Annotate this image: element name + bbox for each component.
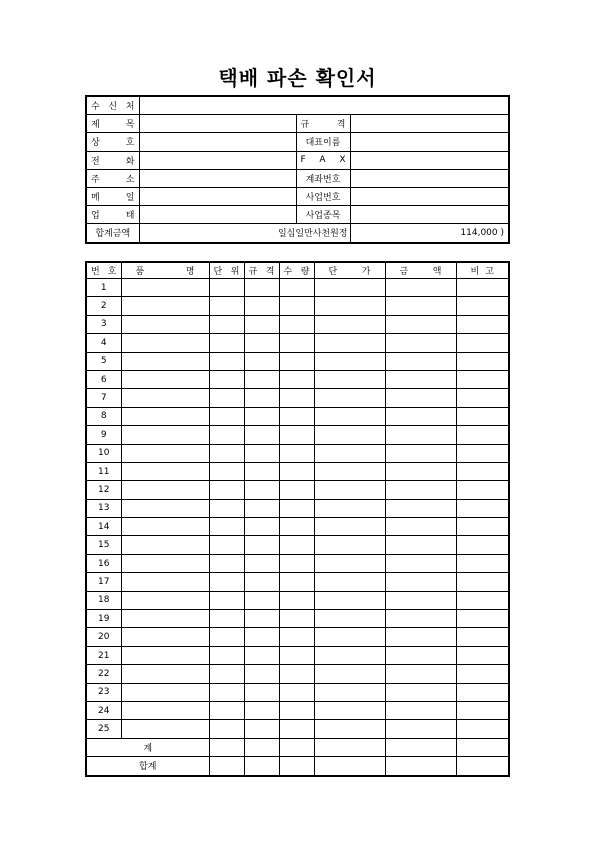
unit-cell[interactable]	[209, 720, 244, 738]
row-number: 14	[86, 518, 121, 536]
note-cell[interactable]	[456, 334, 509, 352]
grand-total-amount-cell[interactable]	[385, 757, 456, 776]
amount-cell[interactable]	[385, 279, 456, 297]
unit-cell[interactable]	[209, 481, 244, 499]
note-cell[interactable]	[456, 315, 509, 333]
qty-cell[interactable]	[279, 279, 314, 297]
unit-cell[interactable]	[209, 407, 244, 425]
note-cell[interactable]	[456, 720, 509, 738]
qty-cell[interactable]	[279, 683, 314, 701]
amount-cell[interactable]	[385, 334, 456, 352]
note-cell[interactable]	[456, 352, 509, 370]
table-row	[86, 646, 509, 664]
row-number: 21	[86, 646, 121, 664]
total-amount-label: 합계금액	[86, 224, 139, 243]
amount-cell[interactable]	[385, 610, 456, 628]
unit-cell[interactable]	[209, 315, 244, 333]
company-label: 상 호	[86, 133, 139, 151]
qty-cell[interactable]	[279, 315, 314, 333]
name-cell[interactable]	[121, 573, 209, 591]
spec-cell[interactable]	[244, 389, 279, 407]
item-rows	[86, 279, 509, 739]
company-field[interactable]	[139, 133, 296, 151]
name-cell[interactable]	[121, 315, 209, 333]
grand-total-qty-cell[interactable]	[279, 757, 314, 776]
page-title: 택배 파손 확인서	[218, 66, 377, 90]
spec-cell[interactable]	[244, 665, 279, 683]
note-cell[interactable]	[456, 665, 509, 683]
unit-cell[interactable]	[209, 628, 244, 646]
recipient-field[interactable]	[139, 96, 509, 115]
spec-cell[interactable]	[244, 518, 279, 536]
table-row	[86, 481, 509, 499]
table-row	[86, 610, 509, 628]
name-cell[interactable]	[121, 407, 209, 425]
col-header-qty: 수 량	[279, 262, 314, 279]
email-label: 메 일	[86, 187, 139, 205]
unit-cell[interactable]	[209, 352, 244, 370]
note-cell[interactable]	[456, 701, 509, 719]
price-cell[interactable]	[314, 665, 385, 683]
name-cell[interactable]	[121, 389, 209, 407]
qty-cell[interactable]	[279, 628, 314, 646]
amount-cell[interactable]	[385, 518, 456, 536]
note-cell[interactable]	[456, 462, 509, 480]
amount-cell[interactable]	[385, 444, 456, 462]
business-no-label: 사업번호	[296, 187, 350, 205]
business-item-label: 사업종목	[296, 206, 350, 224]
note-cell[interactable]	[456, 518, 509, 536]
spec-cell[interactable]	[244, 610, 279, 628]
note-cell[interactable]	[456, 481, 509, 499]
unit-cell[interactable]	[209, 646, 244, 664]
qty-cell[interactable]	[279, 499, 314, 517]
price-cell[interactable]	[314, 481, 385, 499]
table-row	[86, 554, 509, 572]
total-row	[86, 224, 509, 243]
unit-cell[interactable]	[209, 370, 244, 388]
note-cell[interactable]	[456, 407, 509, 425]
table-row	[86, 518, 509, 536]
name-cell[interactable]	[121, 352, 209, 370]
table-row	[86, 389, 509, 407]
row-number: 25	[86, 720, 121, 738]
representative-label: 대표이름	[296, 133, 350, 151]
price-cell[interactable]	[314, 407, 385, 425]
qty-cell[interactable]	[279, 334, 314, 352]
qty-cell[interactable]	[279, 554, 314, 572]
qty-cell[interactable]	[279, 407, 314, 425]
note-cell[interactable]	[456, 683, 509, 701]
table-row	[86, 573, 509, 591]
spec-cell[interactable]	[244, 628, 279, 646]
table-row	[86, 536, 509, 554]
price-cell[interactable]	[314, 554, 385, 572]
amount-cell[interactable]	[385, 462, 456, 480]
amount-cell[interactable]	[385, 499, 456, 517]
row-number: 24	[86, 701, 121, 719]
spec-cell[interactable]	[244, 279, 279, 297]
qty-cell[interactable]	[279, 352, 314, 370]
amount-cell[interactable]	[385, 407, 456, 425]
note-cell[interactable]	[456, 628, 509, 646]
price-cell[interactable]	[314, 683, 385, 701]
qty-cell[interactable]	[279, 389, 314, 407]
phone-row	[86, 151, 509, 169]
row-number: 12	[86, 481, 121, 499]
amount-cell[interactable]	[385, 389, 456, 407]
price-cell[interactable]	[314, 279, 385, 297]
row-number: 22	[86, 665, 121, 683]
fax-label: F A X	[296, 151, 350, 169]
col-header-name: 품 명	[121, 262, 209, 279]
row-number: 10	[86, 444, 121, 462]
table-row	[86, 370, 509, 388]
price-cell[interactable]	[314, 334, 385, 352]
grand-total-price-cell[interactable]	[314, 757, 385, 776]
spec-cell[interactable]	[244, 536, 279, 554]
note-cell[interactable]	[456, 610, 509, 628]
qty-cell[interactable]	[279, 536, 314, 554]
table-row	[86, 665, 509, 683]
unit-cell[interactable]	[209, 554, 244, 572]
amount-cell[interactable]	[385, 720, 456, 738]
spec-cell[interactable]	[244, 481, 279, 499]
grand-total-label: 합계	[86, 757, 209, 776]
row-number: 19	[86, 610, 121, 628]
spec-cell[interactable]	[244, 462, 279, 480]
note-cell[interactable]	[456, 389, 509, 407]
spec-cell[interactable]	[244, 573, 279, 591]
amount-cell[interactable]	[385, 665, 456, 683]
note-cell[interactable]	[456, 646, 509, 664]
spec-cell[interactable]	[244, 554, 279, 572]
items-table	[85, 261, 510, 777]
name-cell[interactable]	[121, 646, 209, 664]
spec-cell[interactable]	[244, 315, 279, 333]
spec-field[interactable]	[350, 115, 509, 133]
unit-cell[interactable]	[209, 426, 244, 444]
qty-cell[interactable]	[279, 297, 314, 315]
subject-field[interactable]	[139, 115, 296, 133]
price-cell[interactable]	[314, 701, 385, 719]
row-number: 17	[86, 573, 121, 591]
price-cell[interactable]	[314, 315, 385, 333]
qty-cell[interactable]	[279, 665, 314, 683]
phone-field[interactable]	[139, 151, 296, 169]
spec-cell[interactable]	[244, 444, 279, 462]
note-cell[interactable]	[456, 573, 509, 591]
amount-cell[interactable]	[385, 315, 456, 333]
name-cell[interactable]	[121, 334, 209, 352]
row-number: 16	[86, 554, 121, 572]
table-row	[86, 499, 509, 517]
name-cell[interactable]	[121, 481, 209, 499]
qty-cell[interactable]	[279, 591, 314, 609]
row-number: 18	[86, 591, 121, 609]
qty-cell[interactable]	[279, 481, 314, 499]
note-cell[interactable]	[456, 554, 509, 572]
row-number: 1	[86, 279, 121, 297]
amount-cell[interactable]	[385, 352, 456, 370]
amount-cell[interactable]	[385, 370, 456, 388]
spec-cell[interactable]	[244, 334, 279, 352]
name-cell[interactable]	[121, 444, 209, 462]
amount-cell[interactable]	[385, 573, 456, 591]
unit-cell[interactable]	[209, 683, 244, 701]
company-row	[86, 133, 509, 151]
table-row	[86, 352, 509, 370]
recipient-row	[86, 96, 509, 115]
spec-cell[interactable]	[244, 297, 279, 315]
name-cell[interactable]	[121, 628, 209, 646]
amount-cell[interactable]	[385, 591, 456, 609]
row-number: 23	[86, 683, 121, 701]
table-row	[86, 297, 509, 315]
price-cell[interactable]	[314, 720, 385, 738]
spec-label: 규 격	[296, 115, 350, 133]
row-number: 8	[86, 407, 121, 425]
name-cell[interactable]	[121, 665, 209, 683]
grand-total-row	[86, 757, 509, 776]
price-cell[interactable]	[314, 444, 385, 462]
business-row	[86, 206, 509, 224]
business-label: 업 태	[86, 206, 139, 224]
qty-cell[interactable]	[279, 518, 314, 536]
qty-cell[interactable]	[279, 426, 314, 444]
qty-cell[interactable]	[279, 701, 314, 719]
unit-cell[interactable]	[209, 279, 244, 297]
row-number: 5	[86, 352, 121, 370]
unit-cell[interactable]	[209, 444, 244, 462]
note-cell[interactable]	[456, 499, 509, 517]
name-cell[interactable]	[121, 536, 209, 554]
unit-cell[interactable]	[209, 518, 244, 536]
price-cell[interactable]	[314, 536, 385, 554]
unit-cell[interactable]	[209, 591, 244, 609]
row-number: 3	[86, 315, 121, 333]
note-cell[interactable]	[456, 444, 509, 462]
price-cell[interactable]	[314, 591, 385, 609]
amount-cell[interactable]	[385, 536, 456, 554]
subtotal-label: 계	[86, 738, 209, 756]
total-amount-value: 114,000 )	[350, 224, 509, 243]
amount-cell[interactable]	[385, 683, 456, 701]
total-amount-korean: 일십일만사천원정	[139, 224, 350, 243]
table-row	[86, 334, 509, 352]
name-cell[interactable]	[121, 554, 209, 572]
spec-cell[interactable]	[244, 499, 279, 517]
qty-cell[interactable]	[279, 646, 314, 664]
account-label: 계좌번호	[296, 169, 350, 187]
col-header-unit: 단 위	[209, 262, 244, 279]
spec-cell[interactable]	[244, 426, 279, 444]
spec-cell[interactable]	[244, 352, 279, 370]
col-header-price: 단 가	[314, 262, 385, 279]
subtotal-amount-cell[interactable]	[385, 738, 456, 756]
price-cell[interactable]	[314, 297, 385, 315]
price-cell[interactable]	[314, 352, 385, 370]
amount-cell[interactable]	[385, 426, 456, 444]
table-row	[86, 315, 509, 333]
phone-label: 전 화	[86, 151, 139, 169]
row-number: 6	[86, 370, 121, 388]
qty-cell[interactable]	[279, 462, 314, 480]
header-info-table	[85, 95, 510, 244]
row-number: 7	[86, 389, 121, 407]
subtotal-unit-cell[interactable]	[209, 738, 244, 756]
table-row	[86, 720, 509, 738]
price-cell[interactable]	[314, 518, 385, 536]
name-cell[interactable]	[121, 499, 209, 517]
row-number: 11	[86, 462, 121, 480]
qty-cell[interactable]	[279, 610, 314, 628]
amount-cell[interactable]	[385, 628, 456, 646]
subtotal-note-cell[interactable]	[456, 738, 509, 756]
unit-cell[interactable]	[209, 297, 244, 315]
items-header-row	[86, 262, 509, 279]
email-row	[86, 187, 509, 205]
spec-cell[interactable]	[244, 407, 279, 425]
price-cell[interactable]	[314, 389, 385, 407]
address-label: 주 소	[86, 169, 139, 187]
table-row	[86, 279, 509, 297]
unit-cell[interactable]	[209, 665, 244, 683]
price-cell[interactable]	[314, 426, 385, 444]
name-cell[interactable]	[121, 720, 209, 738]
spec-cell[interactable]	[244, 720, 279, 738]
row-number: 13	[86, 499, 121, 517]
name-cell[interactable]	[121, 370, 209, 388]
note-cell[interactable]	[456, 426, 509, 444]
name-cell[interactable]	[121, 279, 209, 297]
subtotal-qty-cell[interactable]	[279, 738, 314, 756]
price-cell[interactable]	[314, 370, 385, 388]
name-cell[interactable]	[121, 426, 209, 444]
table-row	[86, 426, 509, 444]
qty-cell[interactable]	[279, 720, 314, 738]
table-row	[86, 683, 509, 701]
business-field[interactable]	[139, 206, 296, 224]
account-field[interactable]	[350, 169, 509, 187]
unit-cell[interactable]	[209, 701, 244, 719]
business-item-field[interactable]	[350, 206, 509, 224]
email-field[interactable]	[139, 187, 296, 205]
unit-cell[interactable]	[209, 462, 244, 480]
subtotal-price-cell[interactable]	[314, 738, 385, 756]
price-cell[interactable]	[314, 573, 385, 591]
representative-field[interactable]	[350, 133, 509, 151]
spec-cell[interactable]	[244, 370, 279, 388]
price-cell[interactable]	[314, 610, 385, 628]
amount-cell[interactable]	[385, 554, 456, 572]
unit-cell[interactable]	[209, 334, 244, 352]
row-number: 20	[86, 628, 121, 646]
recipient-label: 수 신 처	[86, 96, 139, 115]
col-header-spec: 규 격	[244, 262, 279, 279]
table-row	[86, 701, 509, 719]
amount-cell[interactable]	[385, 701, 456, 719]
table-row	[86, 628, 509, 646]
row-number: 9	[86, 426, 121, 444]
table-row	[86, 591, 509, 609]
name-cell[interactable]	[121, 683, 209, 701]
row-number: 2	[86, 297, 121, 315]
spec-cell[interactable]	[244, 701, 279, 719]
subject-label: 제 목	[86, 115, 139, 133]
col-header-note: 비 고	[456, 262, 509, 279]
grand-total-note-cell[interactable]	[456, 757, 509, 776]
name-cell[interactable]	[121, 297, 209, 315]
grand-total-unit-cell[interactable]	[209, 757, 244, 776]
note-cell[interactable]	[456, 297, 509, 315]
subject-row	[86, 115, 509, 133]
table-row	[86, 444, 509, 462]
unit-cell[interactable]	[209, 389, 244, 407]
spec-cell[interactable]	[244, 591, 279, 609]
note-cell[interactable]	[456, 279, 509, 297]
fax-field[interactable]	[350, 151, 509, 169]
row-number: 4	[86, 334, 121, 352]
price-cell[interactable]	[314, 462, 385, 480]
name-cell[interactable]	[121, 591, 209, 609]
note-cell[interactable]	[456, 536, 509, 554]
business-no-field[interactable]	[350, 187, 509, 205]
note-cell[interactable]	[456, 370, 509, 388]
row-number: 15	[86, 536, 121, 554]
qty-cell[interactable]	[279, 573, 314, 591]
spec-cell[interactable]	[244, 683, 279, 701]
unit-cell[interactable]	[209, 610, 244, 628]
name-cell[interactable]	[121, 610, 209, 628]
col-header-no: 번 호	[86, 262, 121, 279]
amount-cell[interactable]	[385, 297, 456, 315]
col-header-amount: 금 액	[385, 262, 456, 279]
price-cell[interactable]	[314, 646, 385, 664]
table-row	[86, 462, 509, 480]
unit-cell[interactable]	[209, 536, 244, 554]
grand-total-spec-cell[interactable]	[244, 757, 279, 776]
address-field[interactable]	[139, 169, 296, 187]
amount-cell[interactable]	[385, 646, 456, 664]
name-cell[interactable]	[121, 518, 209, 536]
address-row	[86, 169, 509, 187]
unit-cell[interactable]	[209, 573, 244, 591]
note-cell[interactable]	[456, 591, 509, 609]
subtotal-spec-cell[interactable]	[244, 738, 279, 756]
name-cell[interactable]	[121, 462, 209, 480]
name-cell[interactable]	[121, 701, 209, 719]
amount-cell[interactable]	[385, 481, 456, 499]
qty-cell[interactable]	[279, 444, 314, 462]
table-row	[86, 407, 509, 425]
qty-cell[interactable]	[279, 370, 314, 388]
spec-cell[interactable]	[244, 646, 279, 664]
price-cell[interactable]	[314, 499, 385, 517]
subtotal-row	[86, 738, 509, 756]
unit-cell[interactable]	[209, 499, 244, 517]
price-cell[interactable]	[314, 628, 385, 646]
